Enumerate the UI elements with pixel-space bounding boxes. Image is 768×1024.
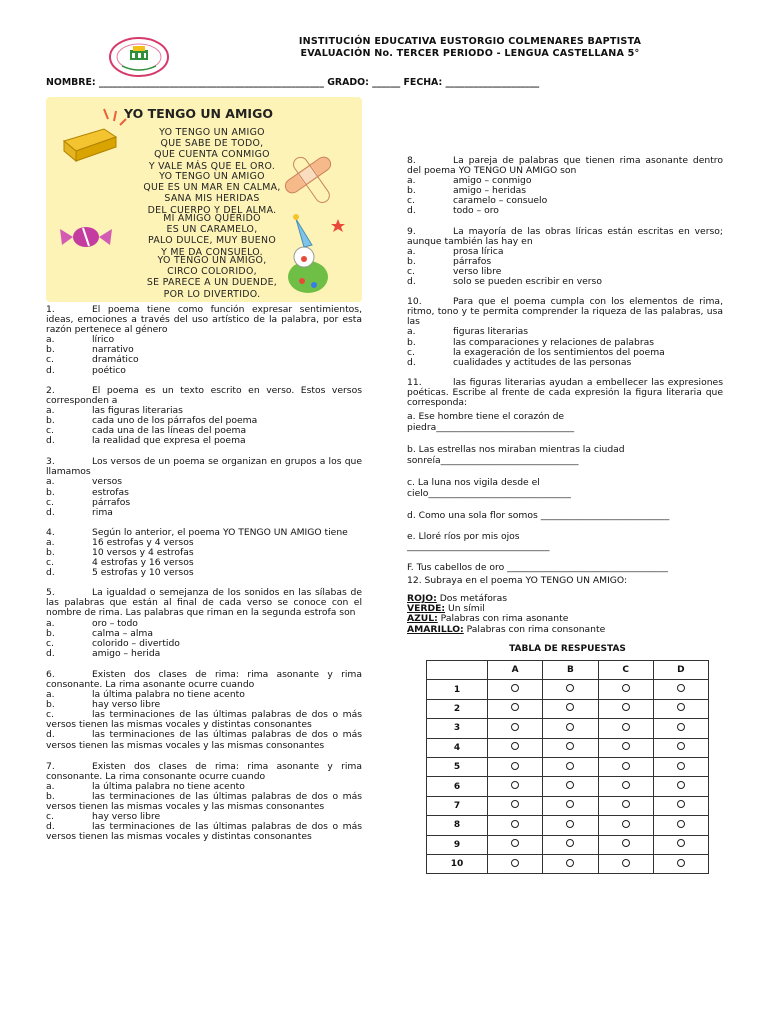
option-text: las comparaciones y relaciones de palabras — [453, 336, 655, 348]
row-number: 8 — [427, 816, 488, 835]
question-statement: La pareja de palabras que tienen rima asonante dentro del poema YO TENGO UN AMIGO son — [407, 155, 723, 177]
option-text: solo se pueden escribir en verso — [453, 276, 602, 288]
option-text: poético — [92, 364, 126, 376]
school-logo — [108, 36, 170, 78]
question-text — [46, 670, 362, 690]
answer-bubble-icon[interactable] — [566, 684, 574, 692]
option-letter: d. — [46, 567, 55, 579]
poem-stanza: YO TENGO UN AMIGO QUE ES UN MAR EN CALMA, SANA MIS HERIDAS DEL CUERPO Y DEL ALMA. — [143, 171, 281, 216]
question-number: 10. — [407, 296, 422, 308]
option-text: amigo – conmigo — [453, 175, 532, 187]
answer-cell[interactable] — [653, 719, 708, 738]
figure-fill-in-list — [407, 412, 737, 573]
questions-left-column — [46, 305, 362, 842]
question-statement: El poema es un texto escrito en verso. Estos versos corresponden a — [46, 384, 362, 406]
answer-row — [427, 757, 709, 776]
column-header: B — [543, 661, 598, 680]
answer-cell[interactable] — [598, 680, 653, 699]
answer-bubble-icon[interactable] — [511, 703, 519, 711]
answer-bubble-icon[interactable] — [622, 762, 630, 770]
question-statement: Existen dos clases de rima: rima asonante y rima consonante. La rima consonante ocurre cuando — [46, 760, 362, 782]
option-text: lírico — [92, 334, 115, 346]
option-text: 5 estrofas y 10 versos — [92, 567, 194, 579]
question-text — [46, 762, 362, 782]
option-letter: d. — [46, 821, 55, 833]
figure-fill-item[interactable] — [407, 412, 737, 433]
option-text: la última palabra no tiene acento — [92, 780, 245, 792]
question-text — [407, 156, 723, 176]
answer-cell[interactable] — [488, 796, 543, 815]
option-text: hay verso libre — [92, 699, 161, 711]
figure-fill-item[interactable] — [407, 445, 737, 466]
answer-bubble-icon[interactable] — [622, 723, 630, 731]
fill-line: b. Las estrellas nos miraban mientras la ciudad — [407, 444, 625, 455]
option-text: las figuras literarias — [92, 404, 183, 416]
option-text: calma – alma — [92, 627, 154, 639]
answer-cell[interactable] — [653, 796, 708, 815]
question-number: 5. — [46, 587, 55, 599]
fill-line: d. Como una sola flor somos ____________________________ — [407, 510, 670, 521]
legend-color-key: ROJO: — [407, 593, 437, 604]
option-letter: c. — [407, 195, 415, 207]
answer-option[interactable] — [46, 710, 362, 730]
figure-fill-item[interactable] — [407, 511, 737, 522]
question-number: 3. — [46, 456, 55, 468]
answer-cell[interactable] — [488, 757, 543, 776]
answer-bubble-icon[interactable] — [511, 723, 519, 731]
legend-text: Dos metáforas — [436, 593, 508, 604]
answer-bubble-icon[interactable] — [511, 762, 519, 770]
option-text: la exageración de los sentimientos del poema — [453, 346, 665, 358]
answer-option[interactable] — [407, 277, 723, 287]
question-block — [407, 297, 723, 368]
answer-bubble-icon[interactable] — [677, 684, 685, 692]
answer-cell[interactable] — [543, 835, 598, 854]
option-letter: c. — [407, 346, 415, 358]
gold-bar-icon — [64, 129, 116, 161]
answer-bubble-icon[interactable] — [677, 781, 685, 789]
row-number: 2 — [427, 699, 488, 718]
answer-bubble-icon[interactable] — [622, 839, 630, 847]
answer-bubble-icon[interactable] — [566, 820, 574, 828]
legend-color-key: VERDE: — [407, 603, 446, 615]
answer-bubble-icon[interactable] — [566, 781, 574, 789]
option-letter: c. — [46, 709, 54, 721]
answer-cell[interactable] — [543, 680, 598, 699]
option-letter: b. — [407, 185, 416, 197]
legend-item — [407, 625, 605, 635]
question-text — [46, 588, 362, 618]
option-text: cada uno de los párrafos del poema — [92, 414, 258, 426]
row-number: 9 — [427, 835, 488, 854]
answer-cell[interactable] — [653, 777, 708, 796]
column-header: C — [598, 661, 653, 680]
answer-option[interactable] — [46, 436, 362, 446]
question-block — [407, 227, 723, 288]
option-letter: a. — [407, 175, 416, 187]
answer-bubble-icon[interactable] — [677, 859, 685, 867]
answer-cell[interactable] — [598, 719, 653, 738]
answer-cell[interactable] — [543, 816, 598, 835]
question-statement: Existen dos clases de rima: rima asonante y rima consonante. La rima asonante ocurre cuando — [46, 668, 362, 690]
option-letter: c. — [46, 496, 54, 508]
option-letter: d. — [407, 205, 416, 217]
option-letter: c. — [46, 637, 54, 649]
answer-cell[interactable] — [598, 854, 653, 873]
answer-cell[interactable] — [598, 816, 653, 835]
answer-cell[interactable] — [598, 757, 653, 776]
question-statement: Los versos de un poema se organizan en grupos a los que llamamos — [46, 456, 362, 478]
answer-cell[interactable] — [543, 854, 598, 873]
answer-row — [427, 699, 709, 718]
question-text — [407, 378, 723, 408]
option-letter: d. — [46, 506, 55, 518]
option-letter: d. — [407, 276, 416, 288]
answer-cell[interactable] — [543, 719, 598, 738]
answer-bubble-icon[interactable] — [677, 839, 685, 847]
answer-bubble-icon[interactable] — [511, 839, 519, 847]
answer-option[interactable] — [46, 822, 362, 842]
answer-bubble-icon[interactable] — [677, 742, 685, 750]
row-number: 7 — [427, 796, 488, 815]
fill-line: F. Tus cabellos de oro ___________________________________ — [407, 561, 668, 573]
answer-bubble-icon[interactable] — [511, 781, 519, 789]
answer-cell[interactable] — [653, 757, 708, 776]
option-text: oro – todo — [92, 617, 138, 629]
answer-row — [427, 835, 709, 854]
question-number: 8. — [407, 155, 416, 166]
question-text — [46, 386, 362, 406]
option-text: prosa lírica — [453, 245, 504, 257]
answer-cell[interactable] — [653, 854, 708, 873]
answer-bubble-icon[interactable] — [511, 800, 519, 808]
column-header: A — [488, 661, 543, 680]
option-letter: c. — [46, 811, 54, 823]
answer-option[interactable] — [46, 366, 362, 376]
answer-cell[interactable] — [488, 835, 543, 854]
column-header: D — [653, 661, 708, 680]
option-letter: a. — [46, 780, 55, 792]
answer-cell[interactable] — [653, 835, 708, 854]
answer-option[interactable] — [407, 358, 723, 368]
legend-text: Un símil — [445, 603, 485, 615]
option-text: las terminaciones de las últimas palabras de dos o más versos tienen las mismas vocales y las mismas consonantes — [46, 790, 362, 813]
row-number: 4 — [427, 738, 488, 757]
poem-illustration — [46, 97, 362, 302]
answer-bubble-icon[interactable] — [677, 762, 685, 770]
option-text: las terminaciones de las últimas palabras de dos o más versos tienen las mismas vocales y distintas consonantes — [46, 709, 362, 731]
questions-right-column — [407, 156, 723, 408]
option-letter: a. — [46, 404, 55, 416]
answer-cell[interactable] — [653, 738, 708, 757]
question-block — [46, 457, 362, 518]
option-text: amigo – heridas — [453, 185, 527, 197]
option-letter: b. — [46, 344, 55, 356]
question-number: 9. — [407, 225, 416, 237]
question-statement: La mayoría de las obras líricas están escritas en verso; aunque también las hay en — [407, 225, 723, 247]
student-info-line[interactable]: NOMBRE: ________________________________________________ GRADO: ______ FECHA: ____________________ — [46, 77, 540, 88]
answer-bubble-icon[interactable] — [677, 820, 685, 828]
answer-option[interactable] — [46, 568, 362, 578]
answer-cell[interactable] — [488, 680, 543, 699]
option-letter: b. — [46, 486, 55, 498]
question-block — [46, 762, 362, 843]
answer-cell[interactable] — [543, 738, 598, 757]
question-number: 6. — [46, 668, 55, 680]
fill-line: piedra______________________________ — [407, 421, 575, 433]
option-letter: c. — [46, 425, 54, 437]
question-text — [407, 227, 723, 247]
answer-row — [427, 854, 709, 873]
answer-option[interactable] — [46, 730, 362, 750]
answer-row — [427, 680, 709, 699]
option-text: cada una de las líneas del poema — [92, 425, 247, 437]
option-letter: a. — [46, 334, 55, 346]
option-letter: a. — [407, 326, 416, 338]
option-letter: d. — [46, 647, 55, 659]
figure-fill-item[interactable] — [407, 532, 737, 553]
question-text — [46, 305, 362, 335]
question-number: 1. — [46, 304, 55, 315]
poem-stanza: YO TENGO UN AMIGO QUE SABE DE TODO, QUE CUENTA CONMIGO Y VALE MÁS QUE EL ORO. — [148, 127, 276, 172]
answer-cell[interactable] — [598, 738, 653, 757]
option-letter: a. — [46, 476, 55, 488]
answer-cell[interactable] — [598, 777, 653, 796]
option-text: las terminaciones de las últimas palabras de dos o más versos tienen las mismas vocales y distintas consonantes — [46, 821, 362, 843]
answer-option[interactable] — [46, 477, 362, 487]
question-block — [46, 588, 362, 659]
option-text: narrativo — [92, 344, 134, 356]
option-letter: d. — [46, 729, 55, 741]
option-letter: b. — [46, 699, 55, 711]
option-text: 10 versos y 4 estrofas — [92, 546, 194, 558]
question-block — [46, 670, 362, 751]
answer-bubble-icon[interactable] — [622, 820, 630, 828]
answer-cell[interactable] — [543, 699, 598, 718]
legend-color-key: AZUL: — [407, 613, 438, 625]
fill-line: cielo_______________________________ — [407, 487, 571, 499]
row-number: 5 — [427, 757, 488, 776]
answer-bubble-icon[interactable] — [566, 742, 574, 750]
option-text: estrofas — [92, 486, 129, 498]
answer-row — [427, 738, 709, 757]
option-text: caramelo – consuelo — [453, 195, 548, 207]
answer-bubble-icon[interactable] — [511, 820, 519, 828]
row-number: 1 — [427, 680, 488, 699]
option-letter: d. — [407, 356, 416, 368]
answer-table — [426, 660, 709, 874]
question-block — [46, 386, 362, 447]
answer-option[interactable] — [46, 792, 362, 812]
answer-cell[interactable] — [488, 816, 543, 835]
legend-text: Palabras con rima asonante — [437, 613, 569, 625]
question-statement: Para que el poema cumpla con los elementos de rima, ritmo, tono y te permita comprender la riqueza de las palabras, usa las — [407, 296, 723, 328]
evaluation-title: EVALUACIÓN No. TERCER PERIODO - LENGUA CASTELLANA 5° — [300, 48, 640, 59]
question-statement: las figuras literarias ayudan a embellecer las expresiones poéticas. Escribe al frente de cada expresión la figura literaria que corresponda: — [407, 376, 723, 408]
option-text: hay verso libre — [92, 811, 161, 823]
answer-option[interactable] — [407, 206, 723, 216]
answer-option[interactable] — [46, 649, 362, 659]
question-number: 2. — [46, 384, 55, 396]
question-block — [407, 156, 723, 217]
answer-option[interactable] — [46, 508, 362, 518]
answer-bubble-icon[interactable] — [622, 800, 630, 808]
fill-line: e. Lloré ríos por mis ojos — [407, 530, 520, 542]
question-block — [46, 528, 362, 578]
answer-bubble-icon[interactable] — [566, 859, 574, 867]
question-number: 4. — [46, 526, 55, 538]
fill-line: _______________________________ — [407, 541, 550, 552]
option-text: 4 estrofas y 16 versos — [92, 557, 194, 569]
option-letter: a. — [46, 617, 55, 629]
answer-table-title: TABLA DE RESPUESTAS — [509, 644, 626, 654]
option-letter: b. — [46, 414, 55, 426]
answer-bubble-icon[interactable] — [677, 800, 685, 808]
answer-bubble-icon[interactable] — [566, 723, 574, 731]
fill-line: a. Ese hombre tiene el corazón de — [407, 411, 565, 422]
answer-bubble-icon[interactable] — [622, 742, 630, 750]
answer-cell[interactable] — [488, 738, 543, 757]
answer-bubble-icon[interactable] — [511, 859, 519, 867]
answer-cell[interactable] — [543, 796, 598, 815]
legend-color-key: AMARILLO: — [407, 623, 464, 635]
option-text: cualidades y actitudes de las personas — [453, 356, 632, 368]
answer-bubble-icon[interactable] — [622, 859, 630, 867]
table-corner-cell — [427, 661, 488, 680]
row-number: 10 — [427, 854, 488, 873]
answer-row — [427, 796, 709, 815]
option-text: la última palabra no tiene acento — [92, 689, 245, 701]
candy-icon — [60, 227, 112, 247]
fill-line: sonreía______________________________ — [407, 454, 579, 466]
answer-bubble-icon[interactable] — [511, 742, 519, 750]
answer-cell[interactable] — [543, 757, 598, 776]
answer-bubble-icon[interactable] — [566, 800, 574, 808]
answer-cell[interactable] — [653, 680, 708, 699]
option-text: verso libre — [453, 265, 502, 277]
answer-bubble-icon[interactable] — [677, 723, 685, 731]
answer-cell[interactable] — [598, 835, 653, 854]
answer-option[interactable] — [407, 327, 723, 337]
answer-row — [427, 719, 709, 738]
answer-bubble-icon[interactable] — [622, 781, 630, 789]
answer-cell[interactable] — [488, 699, 543, 718]
figure-fill-item[interactable] — [407, 563, 737, 574]
question-12: 12. Subraya en el poema YO TENGO UN AMIGO: — [407, 575, 628, 586]
answer-bubble-icon[interactable] — [677, 703, 685, 711]
poem-stanza: MI AMIGO QUERIDO ES UN CARAMELO, PALO DULCE, MUY BUENO Y ME DA CONSUELO. — [147, 213, 276, 258]
question-statement: La igualdad o semejanza de los sonidos en las sílabas de las palabras que están al final de cada verso se conoce con el nombre de rima. Las palabras que riman en la segunda estrofa son — [46, 587, 362, 619]
question-text — [407, 297, 723, 327]
option-text: 16 estrofas y 4 versos — [92, 536, 194, 548]
option-letter: b. — [46, 546, 55, 558]
question-statement: El poema tiene como función expresar sentimientos, ideas, emociones a través del uso artístico de la palabra, por esta razón pertenece al género — [46, 304, 362, 336]
option-text: figuras literarias — [453, 326, 529, 338]
option-letter: d. — [46, 435, 55, 447]
poem-title: YO TENGO UN AMIGO — [124, 106, 273, 121]
option-letter: a. — [46, 689, 55, 701]
question-number: 7. — [46, 760, 55, 772]
option-letter: a. — [407, 245, 416, 257]
option-letter: c. — [46, 557, 54, 569]
question-text — [46, 457, 362, 477]
answer-bubble-icon[interactable] — [566, 703, 574, 711]
question-number: 11. — [407, 376, 422, 388]
option-text: versos — [92, 476, 123, 488]
color-legend — [407, 594, 605, 635]
answer-cell[interactable] — [598, 699, 653, 718]
school-name: INSTITUCIÓN EDUCATIVA EUSTORGIO COLMENARES BAPTISTA — [298, 36, 642, 47]
poem-stanza: YO TENGO UN AMIGO, CIRCO COLORIDO, SE PARECE A UN DUENDE, POR LO DIVERTIDO. — [146, 255, 278, 300]
answer-cell[interactable] — [488, 854, 543, 873]
question-block — [407, 378, 723, 408]
answer-cell[interactable] — [653, 699, 708, 718]
option-text: dramático — [92, 354, 139, 366]
option-letter: b. — [407, 255, 416, 267]
option-letter: b. — [46, 790, 55, 802]
option-letter: a. — [46, 536, 55, 548]
answer-bubble-icon[interactable] — [566, 762, 574, 770]
option-letter: c. — [407, 265, 415, 277]
option-text: amigo – herida — [92, 647, 161, 659]
answer-bubble-icon[interactable] — [511, 684, 519, 692]
option-text: todo – oro — [453, 205, 499, 217]
option-text: la realidad que expresa el poema — [92, 435, 246, 447]
figure-fill-item[interactable] — [407, 478, 737, 499]
answer-row — [427, 777, 709, 796]
answer-cell[interactable] — [598, 796, 653, 815]
answer-bubble-icon[interactable] — [622, 703, 630, 711]
option-text: rima — [92, 506, 113, 518]
option-letter: b. — [46, 627, 55, 639]
answer-cell[interactable] — [488, 719, 543, 738]
question-statement: Según lo anterior, el poema YO TENGO UN AMIGO tiene — [92, 526, 348, 538]
fill-line: c. La luna nos vigila desde el — [407, 477, 540, 488]
answer-cell[interactable] — [543, 777, 598, 796]
answer-cell[interactable] — [488, 777, 543, 796]
option-text: las terminaciones de las últimas palabras de dos o más versos tienen las mismas vocales y las mismas consonantes — [46, 729, 362, 751]
option-text: colorido – divertido — [92, 637, 180, 649]
option-letter: c. — [46, 354, 54, 366]
option-text: párrafos — [453, 255, 492, 267]
option-text: párrafos — [92, 496, 131, 508]
answer-bubble-icon[interactable] — [622, 684, 630, 692]
row-number: 3 — [427, 719, 488, 738]
legend-text: Palabras con rima consonante — [463, 623, 606, 635]
answer-cell[interactable] — [653, 816, 708, 835]
option-letter: b. — [407, 336, 416, 348]
row-number: 6 — [427, 777, 488, 796]
answer-bubble-icon[interactable] — [566, 839, 574, 847]
option-letter: d. — [46, 364, 55, 376]
question-block — [46, 305, 362, 376]
answer-row — [427, 816, 709, 835]
